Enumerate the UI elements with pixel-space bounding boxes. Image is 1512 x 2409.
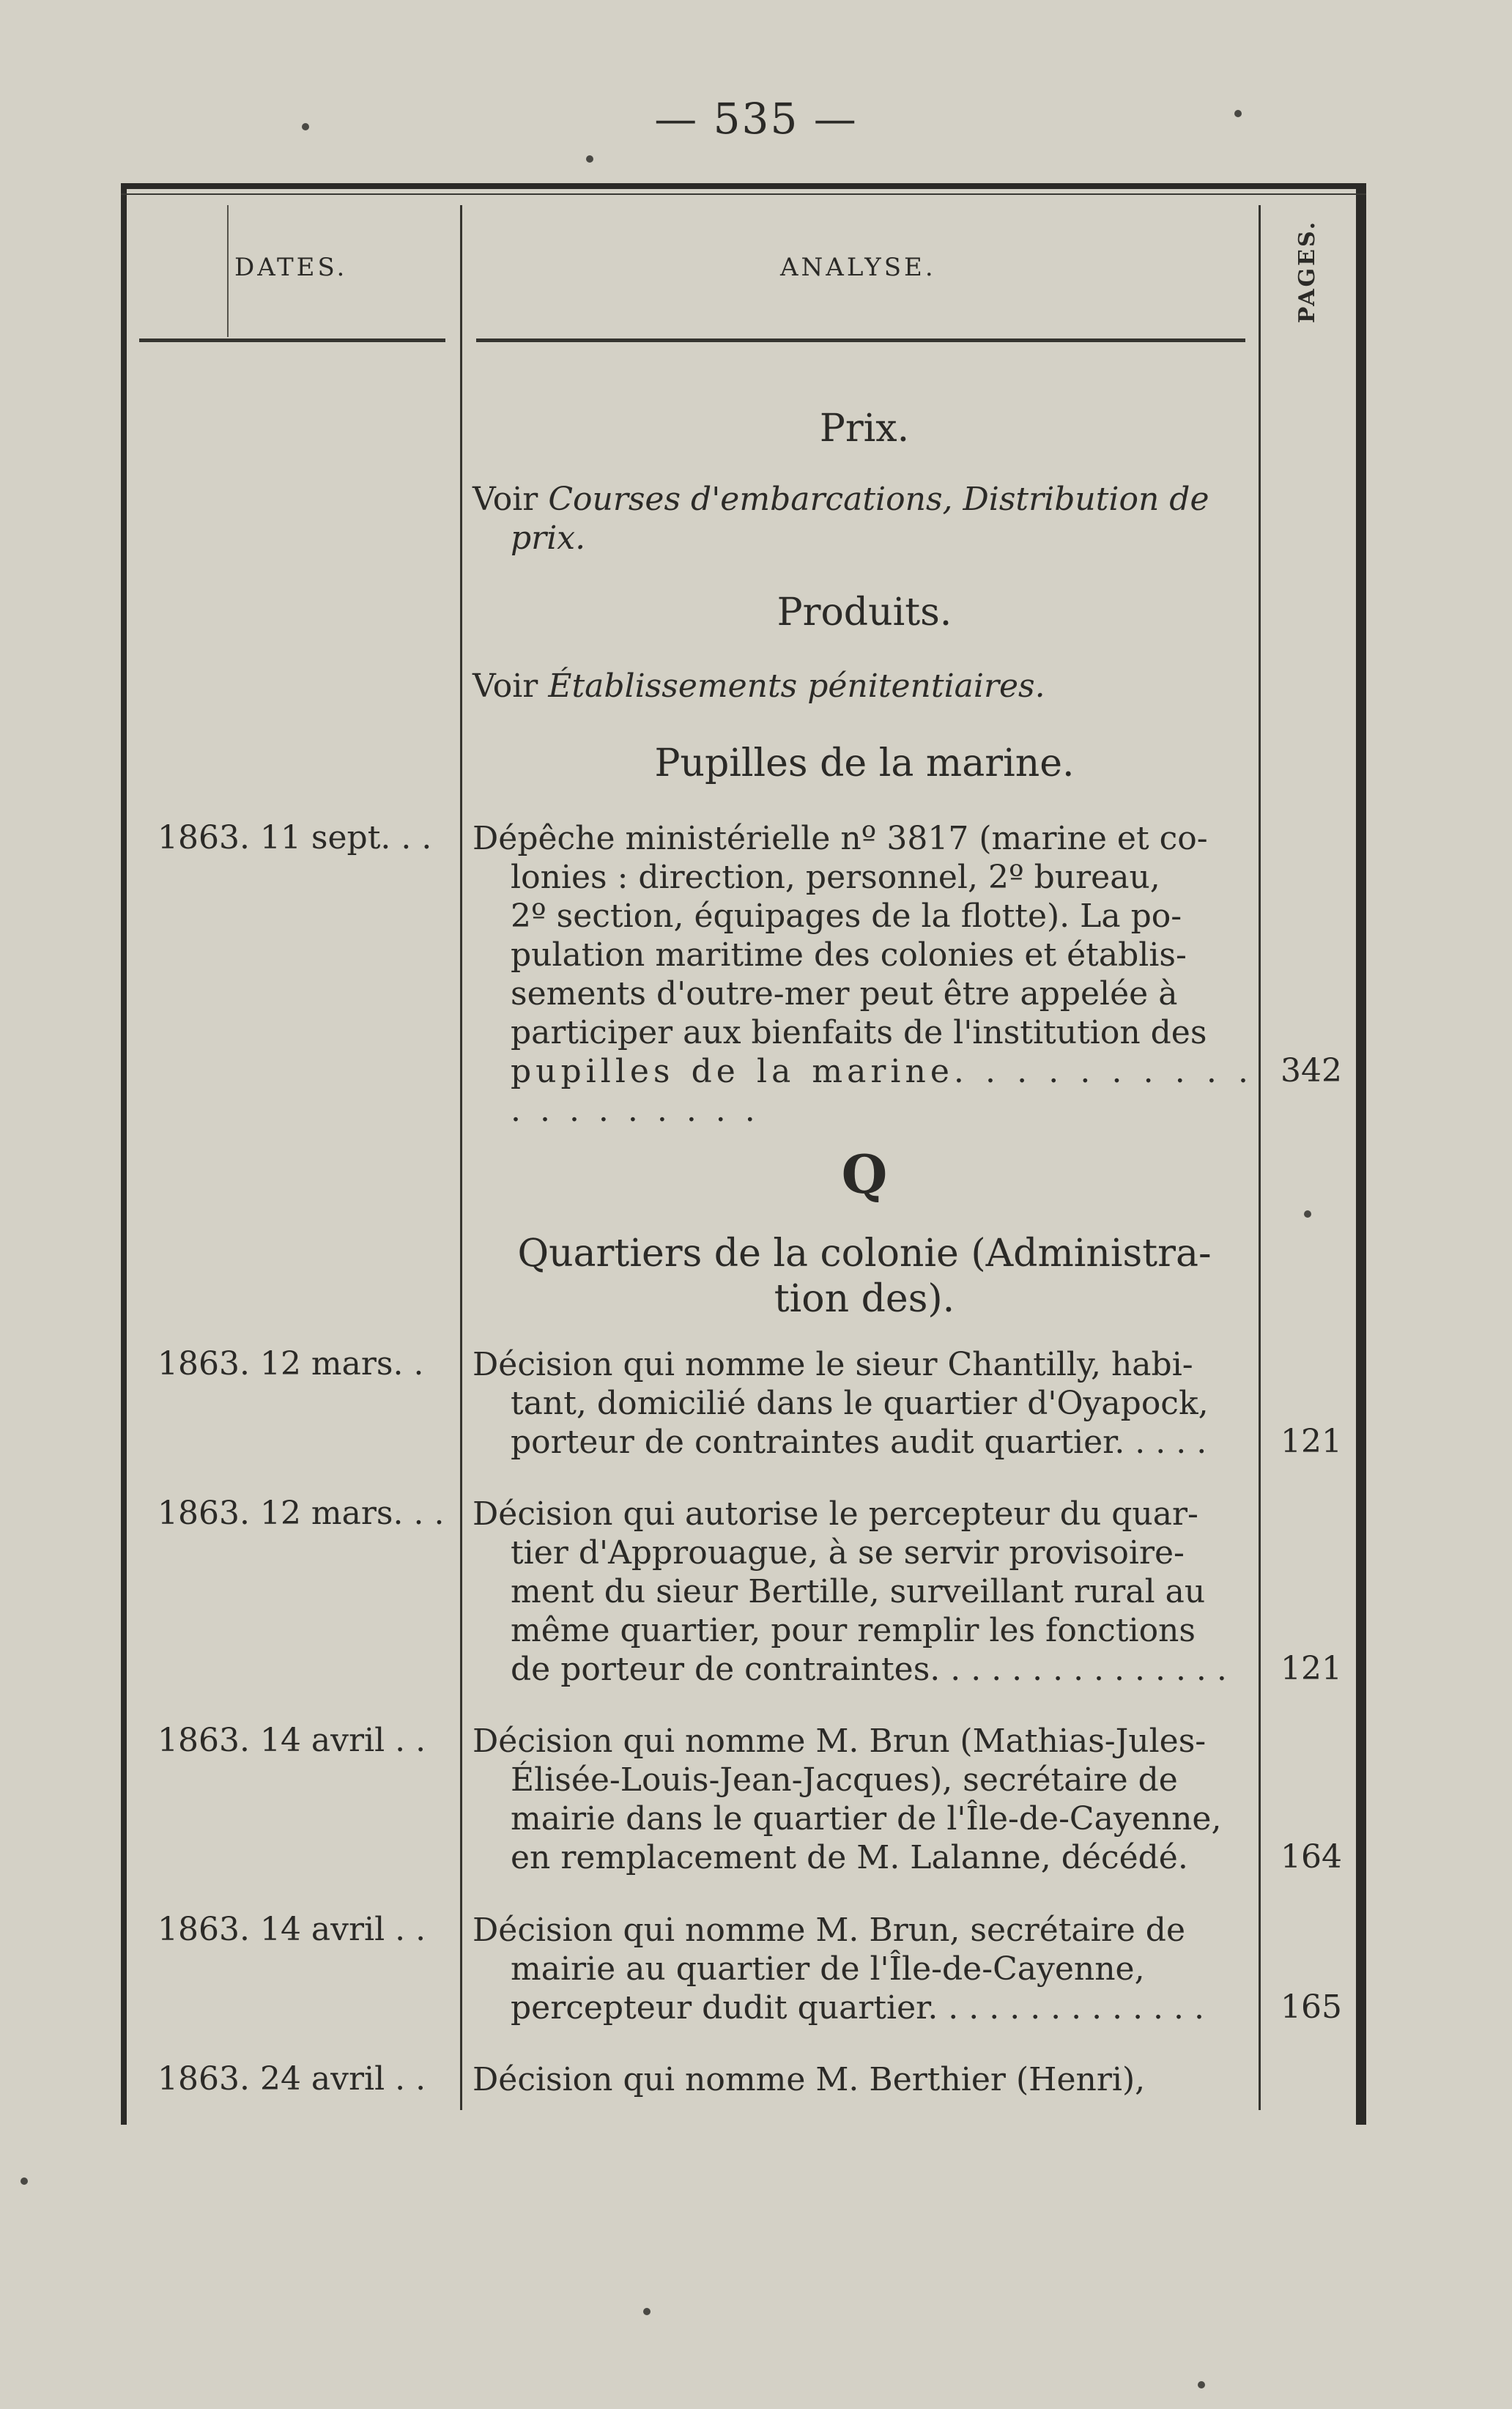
section-title-prix: Prix.	[819, 407, 910, 451]
entry-date: 1863. 24 avril . .	[158, 2060, 426, 2098]
paper-speck	[302, 123, 309, 130]
entry-date: 1863. 14 avril . .	[158, 1911, 426, 1948]
page-number: — 535 —	[654, 94, 858, 144]
paper-speck	[1304, 1210, 1311, 1218]
entry-page-ref: 164	[1281, 1838, 1342, 1876]
section-title-produits: Produits.	[777, 591, 952, 634]
pages-header: PAGES.	[1294, 219, 1321, 323]
dates-column-divider	[460, 205, 462, 2110]
entry-page-ref: 342	[1281, 1052, 1342, 1089]
analyse-header-underline	[476, 338, 1245, 342]
entry-page-ref: 165	[1281, 1988, 1342, 2026]
analyse-header: ANALYSE.	[780, 253, 936, 282]
entry-analysis: Décision qui nomme M. Brun (Mathias-Jules- Élisée-Louis-Jean-Jacques), secrétaire de mairie dans le quartier de l'Île-de-Cayenne, en remplacement de M. Lalanne, décédé.	[472, 1722, 1222, 1876]
section-title-pupilles: Pupilles de la marine.	[654, 741, 1075, 785]
entry-date: 1863. 11 sept. . .	[158, 819, 432, 856]
dates-header: DATES.	[234, 253, 348, 282]
paper-speck	[1234, 110, 1242, 117]
paper-speck	[1198, 2381, 1205, 2388]
table-top-rule	[121, 193, 1366, 195]
paper-speck	[21, 2177, 28, 2185]
dates-header-underline	[139, 338, 445, 342]
prix-cross-reference: Voir Courses d'embarcations, Distribution de prix.	[472, 481, 1209, 557]
section-letter-q: Q	[841, 1143, 888, 1205]
entry-analysis: Décision qui autorise le percepteur du quar- tier d'Approuague, à se servir provisoire- ment du sieur Bertille, surveillant rural au même quartier, pour remplir les fonctions de porteur de contraintes. . . . . . . . . . . . . . .	[472, 1495, 1227, 1688]
produits-cross-reference: Voir Établissements pénitentiaires.	[472, 667, 1045, 705]
entry-analysis: Décision qui nomme M. Brun, secrétaire de mairie au quartier de l'Île-de-Cayenne, percepteur dudit quartier. . . . . . . . . . . . . .	[472, 1912, 1204, 2027]
entry-page-ref: 121	[1281, 1650, 1342, 1687]
entry-date: 1863. 12 mars. .	[158, 1345, 424, 1383]
paper-speck	[643, 2308, 651, 2315]
entry-analysis: Décision qui nomme le sieur Chantilly, habi- tant, domicilié dans le quartier d'Oyapock, porteur de contraintes audit quartier. . . . .	[472, 1346, 1209, 1461]
entry-analysis: Décision qui nomme M. Berthier (Henri),	[472, 2061, 1146, 2098]
entry-analysis: Dépêche ministérielle nº 3817 (marine et co- lonies : direction, personnel, 2º bureau, 2º section, équipages de la flotte). La po- pulation maritime des colonies et établis- sements d'outre-mer peut être appelée à participer aux bienfaits de l'institution des pupilles de la marine. . . . . . . . . . . . . . . . . . .	[472, 820, 1253, 1129]
entry-date: 1863. 14 avril . .	[158, 1722, 426, 1759]
section-title-quartiers: Quartiers de la colonie (Administra- tion des).	[517, 1232, 1212, 1321]
entry-date: 1863. 12 mars. . .	[158, 1495, 445, 1532]
entry-page-ref: 121	[1281, 1423, 1342, 1460]
dates-header-rule	[227, 205, 229, 337]
paper-speck	[586, 155, 593, 163]
